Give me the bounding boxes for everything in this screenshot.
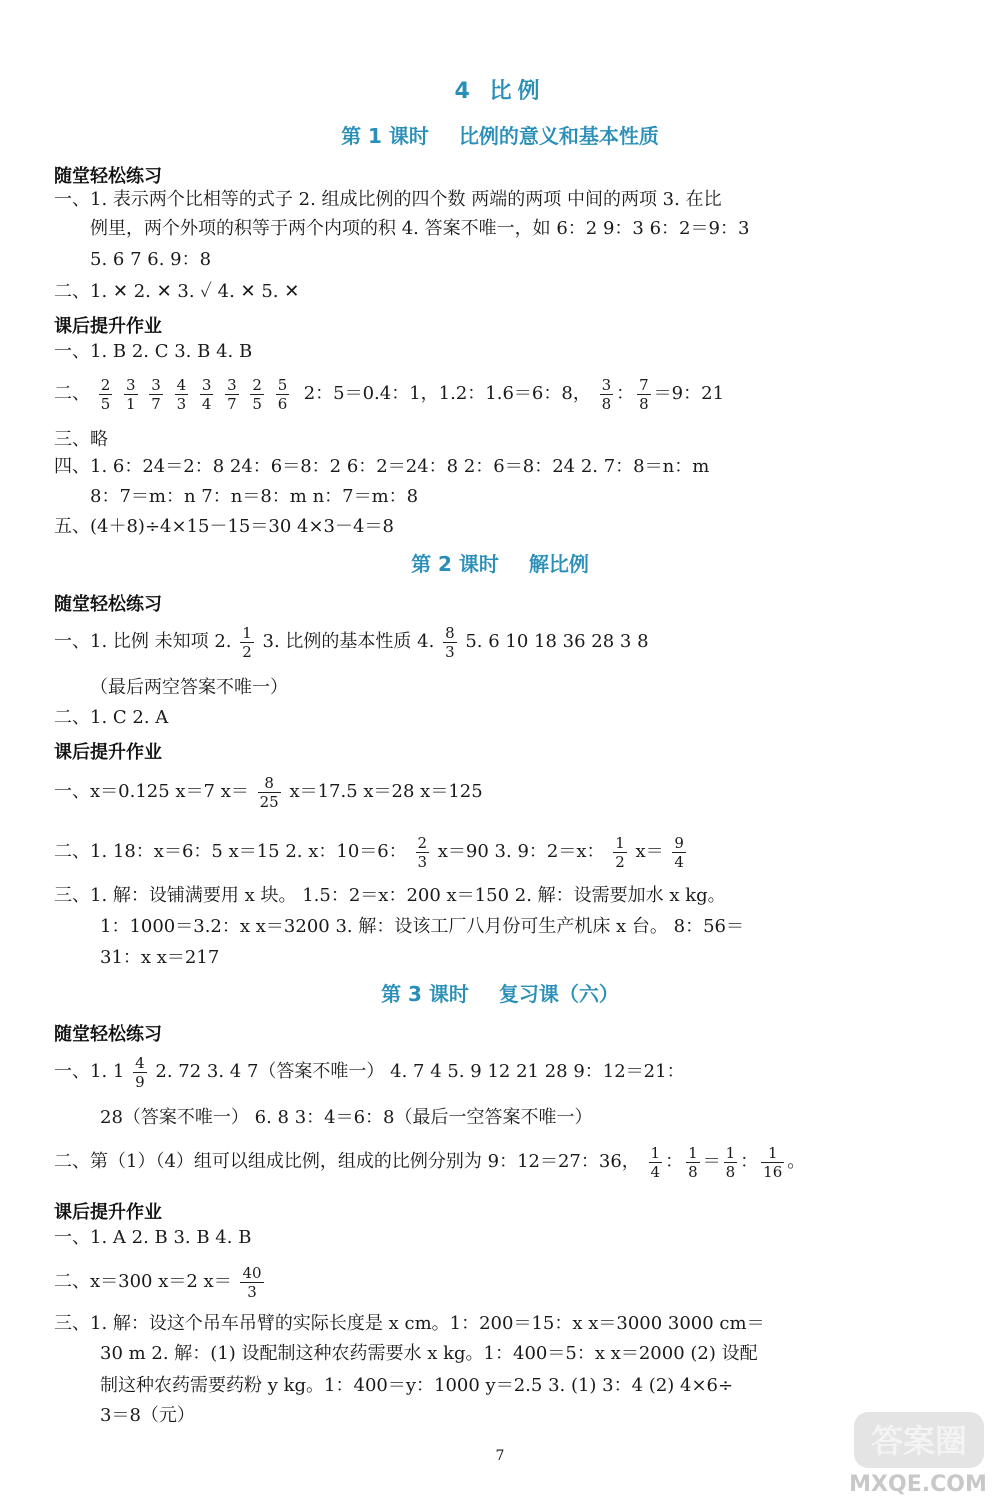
fraction: $\frac{1}{2}$ xyxy=(615,833,625,871)
l2-practice-q2: 二、1. C 2. A xyxy=(54,707,169,728)
l3-practice-q1-line1: 一、1. 1 $\frac{4}{9}$ 2. 72 3. 4 7（答案不唯一） 4. 7 4 5. 9 12 21 28 9：12＝21： xyxy=(54,1053,685,1091)
lesson-1-number: 第 1 课时 xyxy=(341,124,429,148)
watermark-site: MXQE.COM xyxy=(849,1472,987,1497)
section-homework-2: 课后提升作业 xyxy=(54,742,162,763)
lesson-2-number: 第 2 课时 xyxy=(411,552,499,576)
fraction: $\frac{40}{3}$ xyxy=(242,1263,262,1301)
lesson-3-name: 复习课（六） xyxy=(498,982,619,1006)
l3-homework-q2: 二、x＝300 x＝2 x＝ $\frac{40}{3}$ xyxy=(54,1263,262,1301)
section-practice-1: 随堂轻松练习 xyxy=(54,166,162,187)
lesson-3-heading xyxy=(0,978,1000,1007)
l2-homework-q3-line3: 31：x x＝217 xyxy=(100,947,220,968)
l2-homework-q1: 一、x＝0.125 x＝7 x＝ $\frac{8}{25}$ x＝17.5 x＝28 x＝125 xyxy=(54,773,483,811)
watermark-logo-text: 答案圈 xyxy=(870,1422,967,1460)
lesson-2-name: 解比例 xyxy=(528,552,589,576)
l1-homework-q3: 三、略 xyxy=(54,429,108,450)
fraction: $\frac{4}{9}$ xyxy=(135,1053,145,1091)
fraction: $\frac{3}{7}$ xyxy=(151,375,161,413)
section-homework-3: 课后提升作业 xyxy=(54,1202,162,1223)
l1-homework-q1: 一、1. B 2. C 3. B 4. B xyxy=(54,341,253,362)
section-practice-3: 随堂轻松练习 xyxy=(54,1024,162,1045)
l1-homework-q4-line1: 四、1. 6：24＝2：8 24：6＝8：2 6：2＝24：8 2：6＝8：24 2. 7：8＝n：m xyxy=(54,456,710,477)
l3-homework-q3-line3: 制这种农药需要药粉 y kg。1：400＝y：1000 y＝2.5 3. (1) 3：4 (2) 4×6÷ xyxy=(100,1375,734,1396)
l2-homework-q2: 二、1. 18：x＝6：5 x＝15 2. x：10＝6： $\frac{2}{3}$ x＝90 3. 9：2＝x： $\frac{1}{2}$ x＝ $\frac{9}{4}$ xyxy=(54,833,684,871)
watermark xyxy=(848,1412,988,1502)
fraction: $\frac{8}{25}$ xyxy=(259,773,279,811)
fraction: $\frac{4}{3}$ xyxy=(176,375,187,413)
l1-practice-q1-line3: 5. 6 7 6. 9：8 xyxy=(90,249,212,270)
fraction: $\frac{1}{8}$ xyxy=(725,1143,736,1181)
section-homework-1: 课后提升作业 xyxy=(54,316,162,337)
l3-practice-q2: 二、第（1）（4）组可以组成比例，组成的比例分别为 9：12＝27：36， $\frac{1}{4}$ ： $\frac{1}{8}$ ＝ $\frac{1}{8}$ ： $\frac{1}{16}$ 。 xyxy=(54,1143,806,1181)
lesson-3-number: 第 3 课时 xyxy=(381,982,469,1006)
l2-practice-note: （最后两空答案不唯一） xyxy=(90,677,288,698)
lesson-2-heading xyxy=(0,548,1000,577)
fraction: $\frac{7}{8}$ xyxy=(639,375,649,413)
fraction: $\frac{2}{5}$ xyxy=(252,375,262,413)
fraction: $\frac{2}{5}$ xyxy=(100,375,111,413)
fraction: $\frac{9}{4}$ xyxy=(674,833,684,871)
fraction: $\frac{3}{7}$ xyxy=(227,375,237,413)
chapter-title: 4 比例 xyxy=(454,79,546,104)
fraction: $\frac{3}{4}$ xyxy=(201,375,212,413)
l2-homework-q3-line1: 三、1. 解：设铺满要用 x 块。 1.5：2＝x：200 x＝150 2. 解：设需要加水 x kg。 xyxy=(54,885,726,906)
fraction: $\frac{1}{2}$ xyxy=(242,623,252,661)
l3-practice-q1-line2: 28（答案不唯一） 6. 8 3：4＝6：8（最后一空答案不唯一） xyxy=(100,1107,593,1128)
section-practice-2: 随堂轻松练习 xyxy=(54,594,162,615)
l2-practice-q1: 一、1. 比例 未知项 2. $\frac{1}{2}$ 3. 比例的基本性质 4. $\frac{8}{3}$ 5. 6 10 18 36 28 3 8 xyxy=(54,623,649,661)
l1-practice-q1-line2: 例里，两个外项的积等于两个内项的积 4. 答案不唯一，如 6：2 9：3 6：2＝9：3 xyxy=(90,218,750,239)
l3-homework-q3-line1: 三、1. 解：设这个吊车吊臂的实际长度是 x cm。1：200＝15：x x＝3000 3000 cm＝ xyxy=(54,1313,765,1334)
lesson-1-name: 比例的意义和基本性质 xyxy=(458,124,659,148)
lesson-1-heading xyxy=(0,120,1000,149)
fraction: $\frac{1}{8}$ xyxy=(688,1143,698,1181)
l1-homework-q4-line2: 8：7＝m：n 7：n＝8：m n：7＝m：8 xyxy=(90,486,419,507)
l1-practice-q1-line1: 一、1. 表示两个比相等的式子 2. 组成比例的四个数 两端的两项 中间的两项 3. 在比 xyxy=(54,189,722,210)
fraction: $\frac{2}{3}$ xyxy=(417,833,428,871)
l1-practice-q2: 二、1. ✕ 2. ✕ 3. ✓ 4. ✕ 5. ✕ xyxy=(54,281,300,302)
l3-homework-q3-line4: 3＝8（元） xyxy=(100,1405,195,1426)
fraction: $\frac{3}{1}$ xyxy=(126,375,136,413)
fraction: $\frac{8}{3}$ xyxy=(445,623,455,661)
l1-homework-q2: 二、 $\frac{2}{5}$ $\frac{3}{1}$ $\frac{3}{7}$ $\frac{4}{3}$ $\frac{3}{4}$ $\frac{3}{7}$ $\frac{2}{5}$ $\frac{5}{6}$ 2：5＝0.4：1，1.2：1.6＝6：8， $\frac{3}{8}$ ： $\frac{7}{8}$ ＝9：21 xyxy=(54,375,725,413)
l3-homework-q1: 一、1. A 2. B 3. B 4. B xyxy=(54,1227,252,1248)
page-number: 7 xyxy=(495,1448,505,1464)
fraction: $\frac{3}{8}$ xyxy=(601,375,612,413)
l1-homework-q5: 五、(4＋8)÷4×15－15＝30 4×3－4＝8 xyxy=(54,516,394,537)
fraction: $\frac{1}{4}$ xyxy=(650,1143,661,1181)
fraction: $\frac{5}{6}$ xyxy=(277,375,288,413)
l2-homework-q3-line2: 1：1000＝3.2：x x＝3200 3. 解：设该工厂八月份可生产机床 x 台。 8：56＝ xyxy=(100,916,745,937)
fraction: $\frac{1}{16}$ xyxy=(763,1143,783,1181)
l3-homework-q3-line2: 30 m 2. 解：(1) 设配制这种农药需要水 x kg。1：400＝5：x x＝2000 (2) 设配 xyxy=(100,1343,758,1364)
